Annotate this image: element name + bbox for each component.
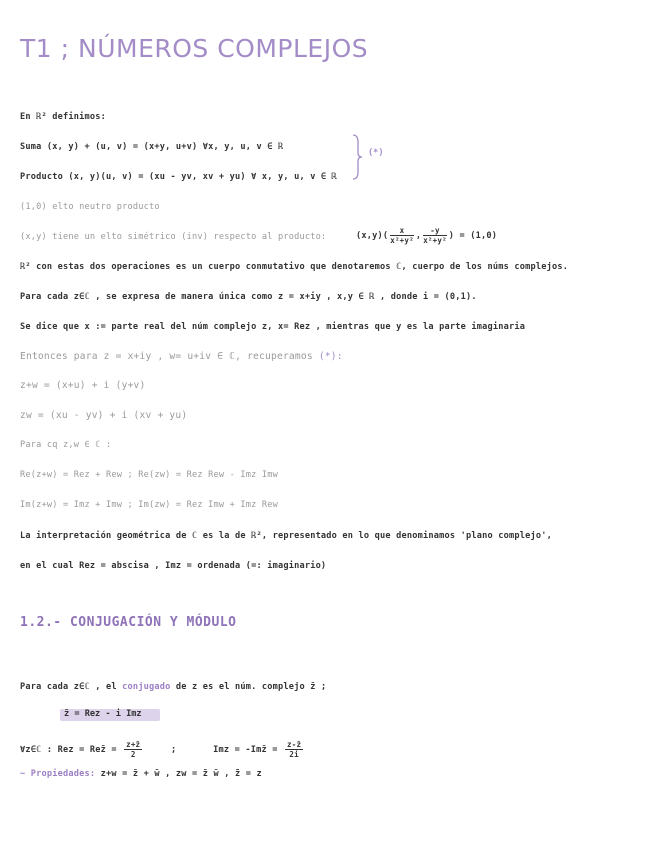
fraction-numerator: z-z̄ xyxy=(287,740,302,749)
semicolon: ; xyxy=(171,745,177,755)
fraction-numerator: x xyxy=(390,226,414,236)
brace-icon xyxy=(352,134,362,180)
inverse-formula-separator: , xyxy=(415,231,422,241)
conjugate-text-1: Para cada z∈ℂ , el xyxy=(20,682,117,692)
product-binomial: zw = (xu - yv) + i (xv + yu) xyxy=(20,410,188,421)
inverse-formula-prefix: (x,y)( xyxy=(356,231,389,241)
neutral-element-line: (1,0) elto neutro producto xyxy=(20,202,160,212)
re-conjugate-text: ∀z∈ℂ : Rez = Rez̄ = xyxy=(20,745,117,755)
im-fraction xyxy=(285,740,303,759)
inverse-formula-suffix: ) = (1,0) xyxy=(448,231,498,241)
fraction-denominator: x²+y² xyxy=(423,236,447,245)
sum-definition: Suma (x, y) + (u, v) = (x+y, u+v) ∀x, y, u, v ∈ ℝ xyxy=(20,142,284,152)
properties-formulas: z+w = z̄ + w̄ , zw = z̄ w̄ , z̄̄ = z xyxy=(100,769,262,779)
properties-label: ~ Propiedades: xyxy=(20,769,96,779)
conjugate-formula: z̄ = Rez - i Imz xyxy=(64,709,142,719)
imag-part-properties: Im(z+w) = Imz + Imw ; Im(zw) = Rez Imw + Imz Rew xyxy=(20,500,278,510)
inverse-fraction-1 xyxy=(390,226,414,245)
fraction-numerator: -y xyxy=(423,226,447,236)
fraction-denominator: 2 xyxy=(130,750,136,759)
brace-label: (*) xyxy=(368,148,384,158)
sum-binomial: z+w = (x+u) + i (y+v) xyxy=(20,380,146,391)
fraction-denominator: 2i xyxy=(289,750,299,759)
field-definition: ℝ² con estas dos operaciones es un cuerpo conmutativo que denotaremos ℂ, cuerpo de los núms complejos. xyxy=(20,262,569,272)
fraction-numerator: z+z̄ xyxy=(126,740,141,749)
intro-line: En ℝ² definimos: xyxy=(20,112,106,122)
section-heading: 1.2.- CONJUGACIÓN Y MÓDULO xyxy=(20,615,237,630)
re-fraction xyxy=(124,740,142,759)
re-im-conjugate-line xyxy=(20,740,305,759)
page-title: T1 ; NÚMEROS COMPLEJOS xyxy=(20,34,369,63)
real-part-definition: Se dice que x := parte real del núm complejo z, x= Rez , mientras que y es la parte imaginaria xyxy=(20,322,526,332)
forall-line: Para cq z,w ∈ ℂ : xyxy=(20,440,112,450)
recover-text: Entonces para z = x+iy , w= u+iv ∈ ℂ, recuperamos xyxy=(20,351,313,362)
fraction-denominator: x²+y² xyxy=(390,236,414,245)
real-part-properties: Re(z+w) = Rez + Rew ; Re(zw) = Rez Rew - Imz Imw xyxy=(20,470,278,480)
inverse-formula xyxy=(356,226,497,245)
inverse-element-line: (x,y) tiene un elto simétrico (inv) respecto al producto: xyxy=(20,232,327,242)
conjugate-definition xyxy=(20,682,326,692)
properties-line xyxy=(20,769,262,779)
recover-line xyxy=(20,351,343,362)
inverse-fraction-2 xyxy=(423,226,447,245)
conjugate-text-2: de z es el núm. complejo xyxy=(175,682,305,692)
binomial-form: Para cada z∈ℂ , se expresa de manera única como z = x+iy , x,y ∈ ℝ , donde i = (0,1). xyxy=(20,292,477,302)
conjugate-keyword: conjugado xyxy=(122,682,171,692)
product-definition: Producto (x, y)(u, v) = (xu - yv, xv + yu) ∀ x, y, u, v ∈ ℝ xyxy=(20,172,338,182)
conjugate-symbol: z̄ ; xyxy=(310,682,327,692)
im-conjugate-text: Imz = -Imz̄ = xyxy=(213,745,278,755)
axes-line: en el cual Rez = abscisa , Imz = ordenada (=: imaginario) xyxy=(20,561,327,571)
geometric-interpretation: La interpretación geométrica de ℂ es la de ℝ², representado en lo que denominamos 'plano complejo', xyxy=(20,531,553,541)
recover-reference: (*): xyxy=(318,351,343,362)
